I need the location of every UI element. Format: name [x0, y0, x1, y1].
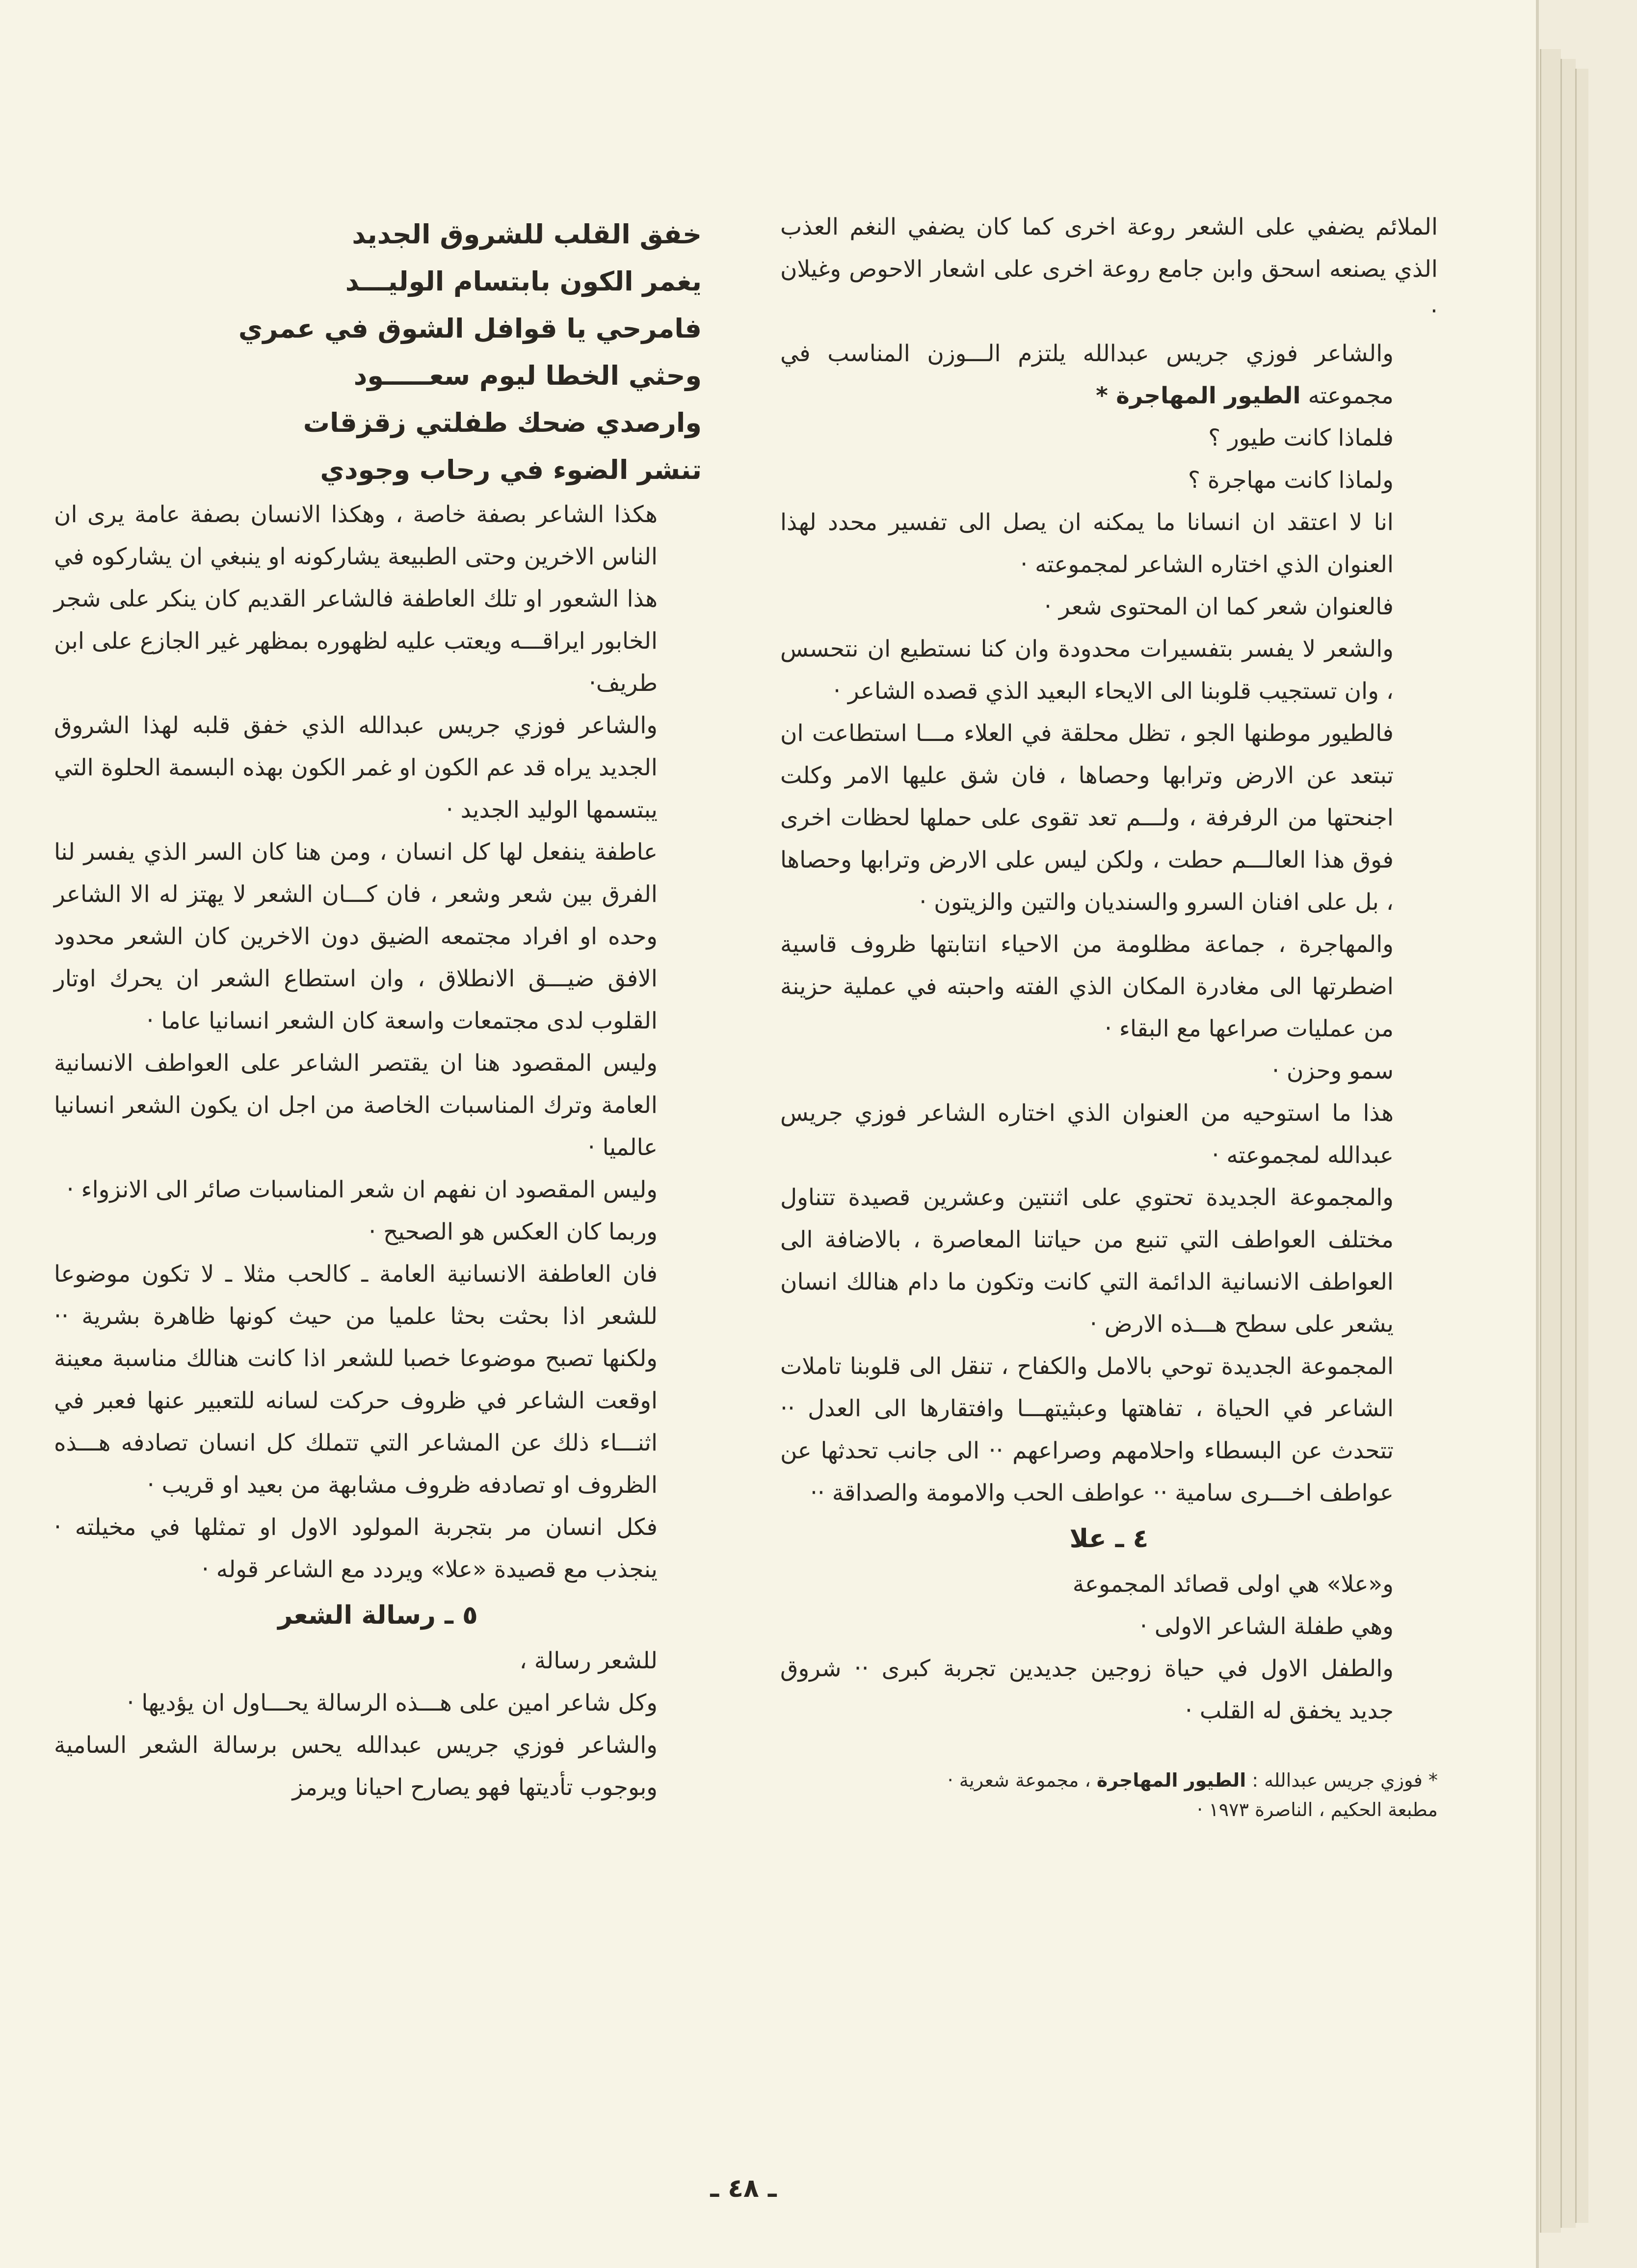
paragraph	[54, 705, 702, 831]
paragraph-text: ٥ ـ رسالة الشعر	[278, 1601, 478, 1630]
paragraph	[54, 1682, 702, 1724]
paragraph-text: وحثي الخطا ليوم سعـــــود	[353, 360, 702, 391]
paragraph	[780, 923, 1438, 1050]
paragraph-text: وارصدي ضحك طفلتي زقزقات	[303, 407, 702, 438]
paragraph	[780, 1563, 1438, 1606]
paragraph-text: فالعنوان شعر كما ان المحتوى شعر ·	[1044, 593, 1394, 620]
paragraph-text: و«علا» هي اولى قصائد المجموعة	[1072, 1571, 1394, 1598]
poem-line	[54, 399, 702, 447]
page-edge-1	[1540, 49, 1561, 2233]
paragraph-text: عاطفة ينفعل لها كل انسان ، ومن هنا كان السر الذي يفسر لنا الفرق بين شعر وشعر ، فان كـــان الشعر لا يهتز له الا الشاعر وحده او افراد مجتمعه الضيق دون الاخرين كان الشعر محدود الافق ضيـــق الانطلاق ، وان استطاع الشعر ان يحرك اوتار القلوب لدى مجتمعات واسعة كان الشعر انسانيا عاما ·	[54, 839, 658, 1034]
paragraph	[780, 712, 1438, 923]
poem-line	[54, 258, 702, 305]
paragraph	[54, 1042, 702, 1169]
paragraph-text: والشاعر فوزي جريس عبدالله الذي خفق قلبه لهذا الشروق الجديد يراه قد عم الكون او غمر الكون بهذه البسمة الحلوة التي يبتسمها الوليد الجديد ·	[54, 712, 658, 823]
footnote-text: مطبعة الحكيم ، الناصرة ١٩٧٣ ·	[1197, 1799, 1438, 1820]
paragraph	[54, 494, 702, 705]
page-edge-2	[1560, 59, 1576, 2228]
book-title: الطيور المهاجرة *	[1096, 382, 1301, 409]
footnote-text: * فوزي جريس عبدالله :	[1246, 1769, 1438, 1791]
paragraph	[54, 1253, 702, 1506]
paragraph	[780, 333, 1438, 417]
paragraph-text: سمو وحزن ·	[1272, 1057, 1394, 1084]
paragraph-text: والمهاجرة ، جماعة مظلومة من الاحياء انتابتها ظروف قاسية اضطرتها الى مغادرة المكان الذي الفته واحبته في عملية حزينة من عمليات صراعها مع البقاء ·	[780, 931, 1394, 1042]
paragraph	[780, 1648, 1438, 1732]
footnote-line	[780, 1766, 1438, 1795]
paragraph-text: وربما كان العكس هو الصحيح ·	[369, 1218, 658, 1245]
paragraph	[780, 501, 1438, 586]
paragraph-text: فلماذا كانت طيور ؟	[1208, 424, 1394, 451]
paragraph-text: وليس المقصود ان نفهم ان شعر المناسبات صائر الى الانزواء ·	[66, 1176, 658, 1203]
paragraph-text: وكل شاعر امين على هـــذه الرسالة يحـــاول ان يؤديها ·	[127, 1689, 658, 1716]
paragraph-text: وهي طفلة الشاعر الاولى ·	[1140, 1613, 1394, 1640]
paragraph-text: هذا ما استوحيه من العنوان الذي اختاره الشاعر فوزي جريس عبدالله لمجموعته ·	[780, 1100, 1394, 1169]
paragraph-text: والطفل الاول في حياة زوجين جديدين تجربة كبرى ·· شروق جديد يخفق له القلب ·	[780, 1655, 1394, 1724]
paragraph	[54, 1169, 702, 1211]
footnote-text: ، مجموعة شعرية ·	[947, 1769, 1097, 1791]
paragraph-text: الملائم يضفي على الشعر روعة اخرى كما كان يضفي النغم العذب الذي يصنعه اسحق وابن جامع روعة اخرى على اشعار الاحوص وغيلان ·	[780, 213, 1438, 325]
paragraph	[780, 1345, 1438, 1514]
paragraph-text: المجموعة الجديدة توحي بالامل والكفاح ، تنقل الى قلوبنا تاملات الشاعر في الحياة ، تفاهتها وعبثيتهـــا وافتقارها الى العدل ·· تتحدث عن البسطاء واحلامهم وصراعهم ·· الى جانب تحدثها عن عواطف اخـــرى سامية ·· عواطف الحب والامومة والصداقة ··	[780, 1353, 1394, 1506]
paragraph-text: والمجموعة الجديدة تحتوي على اثنتين وعشرين قصيدة تتناول مختلف العواطف التي تنبع من حياتنا المعاصرة ، بالاضافة الى العواطف الانسانية الدائمة التي كانت وتكون ما دام هنالك انسان يشعر على سطح هـــذه الارض ·	[780, 1184, 1394, 1338]
paragraph	[54, 1640, 702, 1682]
poem-line	[54, 305, 702, 352]
paragraph	[780, 628, 1438, 712]
section-heading	[54, 1591, 702, 1640]
paragraph-text: فكل انسان مر بتجربة المولود الاول او تمثلها في مخيلته · ينجذب مع قصيدة «علا» ويردد مع الشاعر قوله ·	[54, 1514, 658, 1583]
paragraph-text: يغمر الكون بابتسام الوليـــد	[345, 266, 702, 297]
poem-line	[54, 352, 702, 399]
paragraph-text: تنشر الضوء في رحاب وجودي	[320, 454, 702, 485]
paragraph	[54, 1724, 702, 1809]
paragraph-text: والشاعر فوزي جريس عبدالله يلتزم الـــوزن المناسب في مجموعته	[780, 340, 1394, 409]
paragraph	[54, 1211, 702, 1253]
paragraph-text: فامرحي يا قوافل الشوق في عمري	[238, 313, 702, 344]
paragraph	[780, 586, 1438, 628]
paragraph-text: ٤ ـ علا	[1069, 1524, 1149, 1554]
paragraph-text: انا لا اعتقد ان انسانا ما يمكنه ان يصل الى تفسير محدد لهذا العنوان الذي اختاره الشاعر لمجموعته ·	[780, 509, 1394, 578]
paragraph	[780, 1606, 1438, 1648]
footnote-title: الطيور المهاجرة	[1096, 1769, 1246, 1791]
paragraph-text: فان العاطفة الانسانية العامة ـ كالحب مثلا ـ لا تكون موضوعا للشعر اذا بحثت بحثا علميا من حيث كونها ظاهرة بشرية ·· ولكنها تصبح موضوعا خصبا للشعر اذا كانت هنالك مناسبة معينة اوقعت الشاعر في ظروف حركت لسانه للتعبير عنها فعبر في اثنـــاء ذلك عن المشاعر التي تتملك كل انسان تصادفه هـــذه الظروف او تصادفه ظروف مشابهة من بعيد او قريب ·	[54, 1261, 658, 1499]
paragraph-text: ولماذا كانت مهاجرة ؟	[1188, 467, 1394, 494]
paragraph	[780, 417, 1438, 459]
paragraph-text: والشاعر فوزي جريس عبدالله يحس برسالة الشعر السامية وبوجوب تأديتها فهو يصارح احيانا ويرمز	[54, 1732, 658, 1801]
right-text-column	[780, 206, 1438, 1824]
paragraph	[54, 1506, 702, 1591]
paragraph-text: للشعر رسالة ،	[519, 1647, 658, 1674]
paragraph-text: فالطيور موطنها الجو ، تظل محلقة في العلاء مـــا استطاعت ان تبتعد عن الارض وترابها وحصاها ، فان شق عليها الامر وكلت اجنحتها من الرفرفة ، ولـــم تعد تقوى على حملها لحظات اخرى فوق هذا العالـــم حطت ، ولكن ليس على الارض وترابها وحصاها ، بل على افنان السرو والسنديان والتين والزيتون ·	[780, 720, 1394, 916]
paragraph	[780, 1092, 1438, 1177]
poem-line	[54, 447, 702, 494]
page-edge-3	[1575, 69, 1588, 2223]
page-number: ـ ٤٨ ـ	[710, 2174, 777, 2203]
paragraph-text: وليس المقصود هنا ان يقتصر الشاعر على العواطف الانسانية العامة وترك المناسبات الخاصة من اجل ان يكون الشعر انسانيا عالميا ·	[54, 1050, 658, 1161]
paragraph	[54, 831, 702, 1042]
paragraph	[780, 1177, 1438, 1345]
section-heading	[780, 1514, 1438, 1563]
left-text-column	[54, 211, 702, 1809]
paragraph-text: والشعر لا يفسر بتفسيرات محدودة وان كنا نستطيع ان نتحسس ، وان تستجيب قلوبنا الى الايحاء البعيد الذي قصده الشاعر ·	[780, 635, 1394, 705]
paragraph-text: هكذا الشاعر بصفة خاصة ، وهكذا الانسان بصفة عامة يرى ان الناس الاخرين وحتى الطبيعة يشاركونه او ينبغي ان يشاركوه في هذا الشعور او تلك العاطفة فالشاعر القديم كان ينكر على شجر الخابور ايراقـــه ويعتب عليه لظهوره بمظهر غير الجازع على ابن طريف·	[54, 501, 658, 697]
paragraph	[780, 1050, 1438, 1092]
paragraph	[780, 459, 1438, 501]
poem-line	[54, 211, 702, 258]
paragraph	[780, 206, 1438, 333]
footnote-line	[780, 1795, 1438, 1824]
paragraph-text: خفق القلب للشروق الجديد	[352, 219, 702, 250]
